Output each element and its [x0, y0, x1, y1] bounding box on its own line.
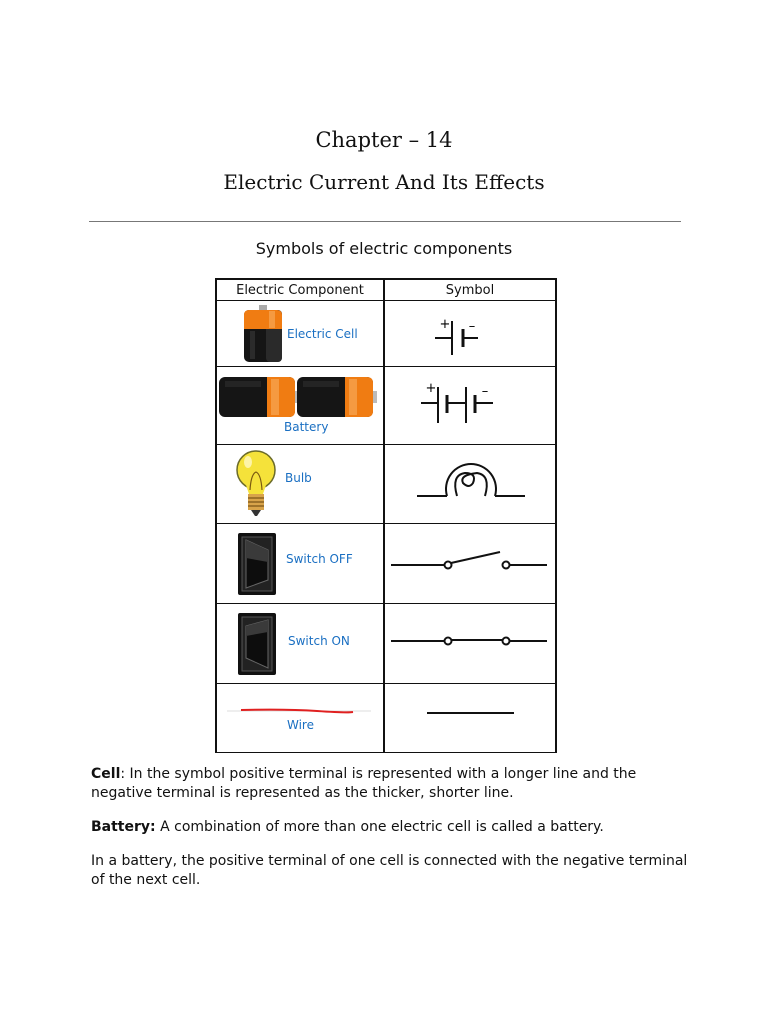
battery-note-paragraph: In a battery, the positive terminal of one cell is connected with the negative terminal of the next cell.: [91, 853, 688, 888]
battery-term: Battery:: [91, 819, 156, 835]
component-label: Switch ON: [288, 634, 350, 648]
battery-icon: [219, 375, 379, 419]
table-header-row: [216, 279, 556, 301]
table-row: [216, 301, 556, 367]
component-label: Battery: [284, 420, 329, 434]
symbol-cell: [384, 445, 556, 524]
symbol-cell: [384, 524, 556, 604]
component-label: Wire: [287, 718, 314, 732]
switch-on-symbol-icon: [385, 604, 557, 683]
component-cell: [216, 445, 384, 524]
battery-text: A combination of more than one electric cell is called a battery.: [155, 819, 604, 835]
column-header-symbol: Symbol: [384, 279, 556, 301]
electric-cell-icon: [241, 305, 285, 363]
bulb-icon: [233, 450, 279, 518]
column-header-component: Electric Component: [216, 279, 384, 301]
cell-paragraph: [91, 765, 691, 803]
component-cell: [216, 684, 384, 753]
cell-term: Cell: [91, 766, 121, 782]
minus-sign: –: [481, 384, 489, 399]
component-label: Switch OFF: [286, 552, 353, 566]
component-label: Bulb: [285, 471, 312, 485]
divider-line: [89, 221, 681, 222]
plus-sign: +: [439, 317, 451, 332]
symbol-cell: [384, 367, 556, 445]
symbol-cell: [384, 684, 556, 753]
table-row: [216, 445, 556, 524]
symbol-cell: [384, 604, 556, 684]
wire-icon: [227, 706, 371, 716]
switch-off-icon: [237, 532, 277, 596]
component-cell: [216, 367, 384, 445]
table-row: [216, 684, 556, 753]
battery-paragraph: [91, 818, 691, 837]
symbol-cell: [384, 301, 556, 367]
components-table: [215, 278, 557, 753]
bulb-symbol-icon: [385, 445, 557, 523]
component-cell: [216, 524, 384, 604]
chapter-subtitle: Electric Current And Its Effects: [223, 170, 545, 194]
table-row: [216, 367, 556, 445]
battery-symbol-icon: [385, 367, 557, 444]
minus-sign: –: [468, 319, 476, 334]
table-row: [216, 604, 556, 684]
switch-on-icon: [237, 612, 277, 676]
cell-text: : In the symbol positive terminal is represented with a longer line and the negative terminal is represented as the thicker, shorter line.: [91, 766, 637, 801]
component-label: Electric Cell: [287, 327, 358, 341]
section-title: Symbols of electric components: [255, 239, 513, 258]
component-cell: [216, 301, 384, 367]
wire-symbol-icon: [385, 684, 557, 752]
cell-symbol-icon: [385, 301, 557, 366]
table-row: [216, 524, 556, 604]
plus-sign: +: [425, 381, 437, 396]
switch-off-symbol-icon: [385, 524, 557, 603]
component-cell: [216, 604, 384, 684]
chapter-title: Chapter – 14: [315, 128, 453, 152]
